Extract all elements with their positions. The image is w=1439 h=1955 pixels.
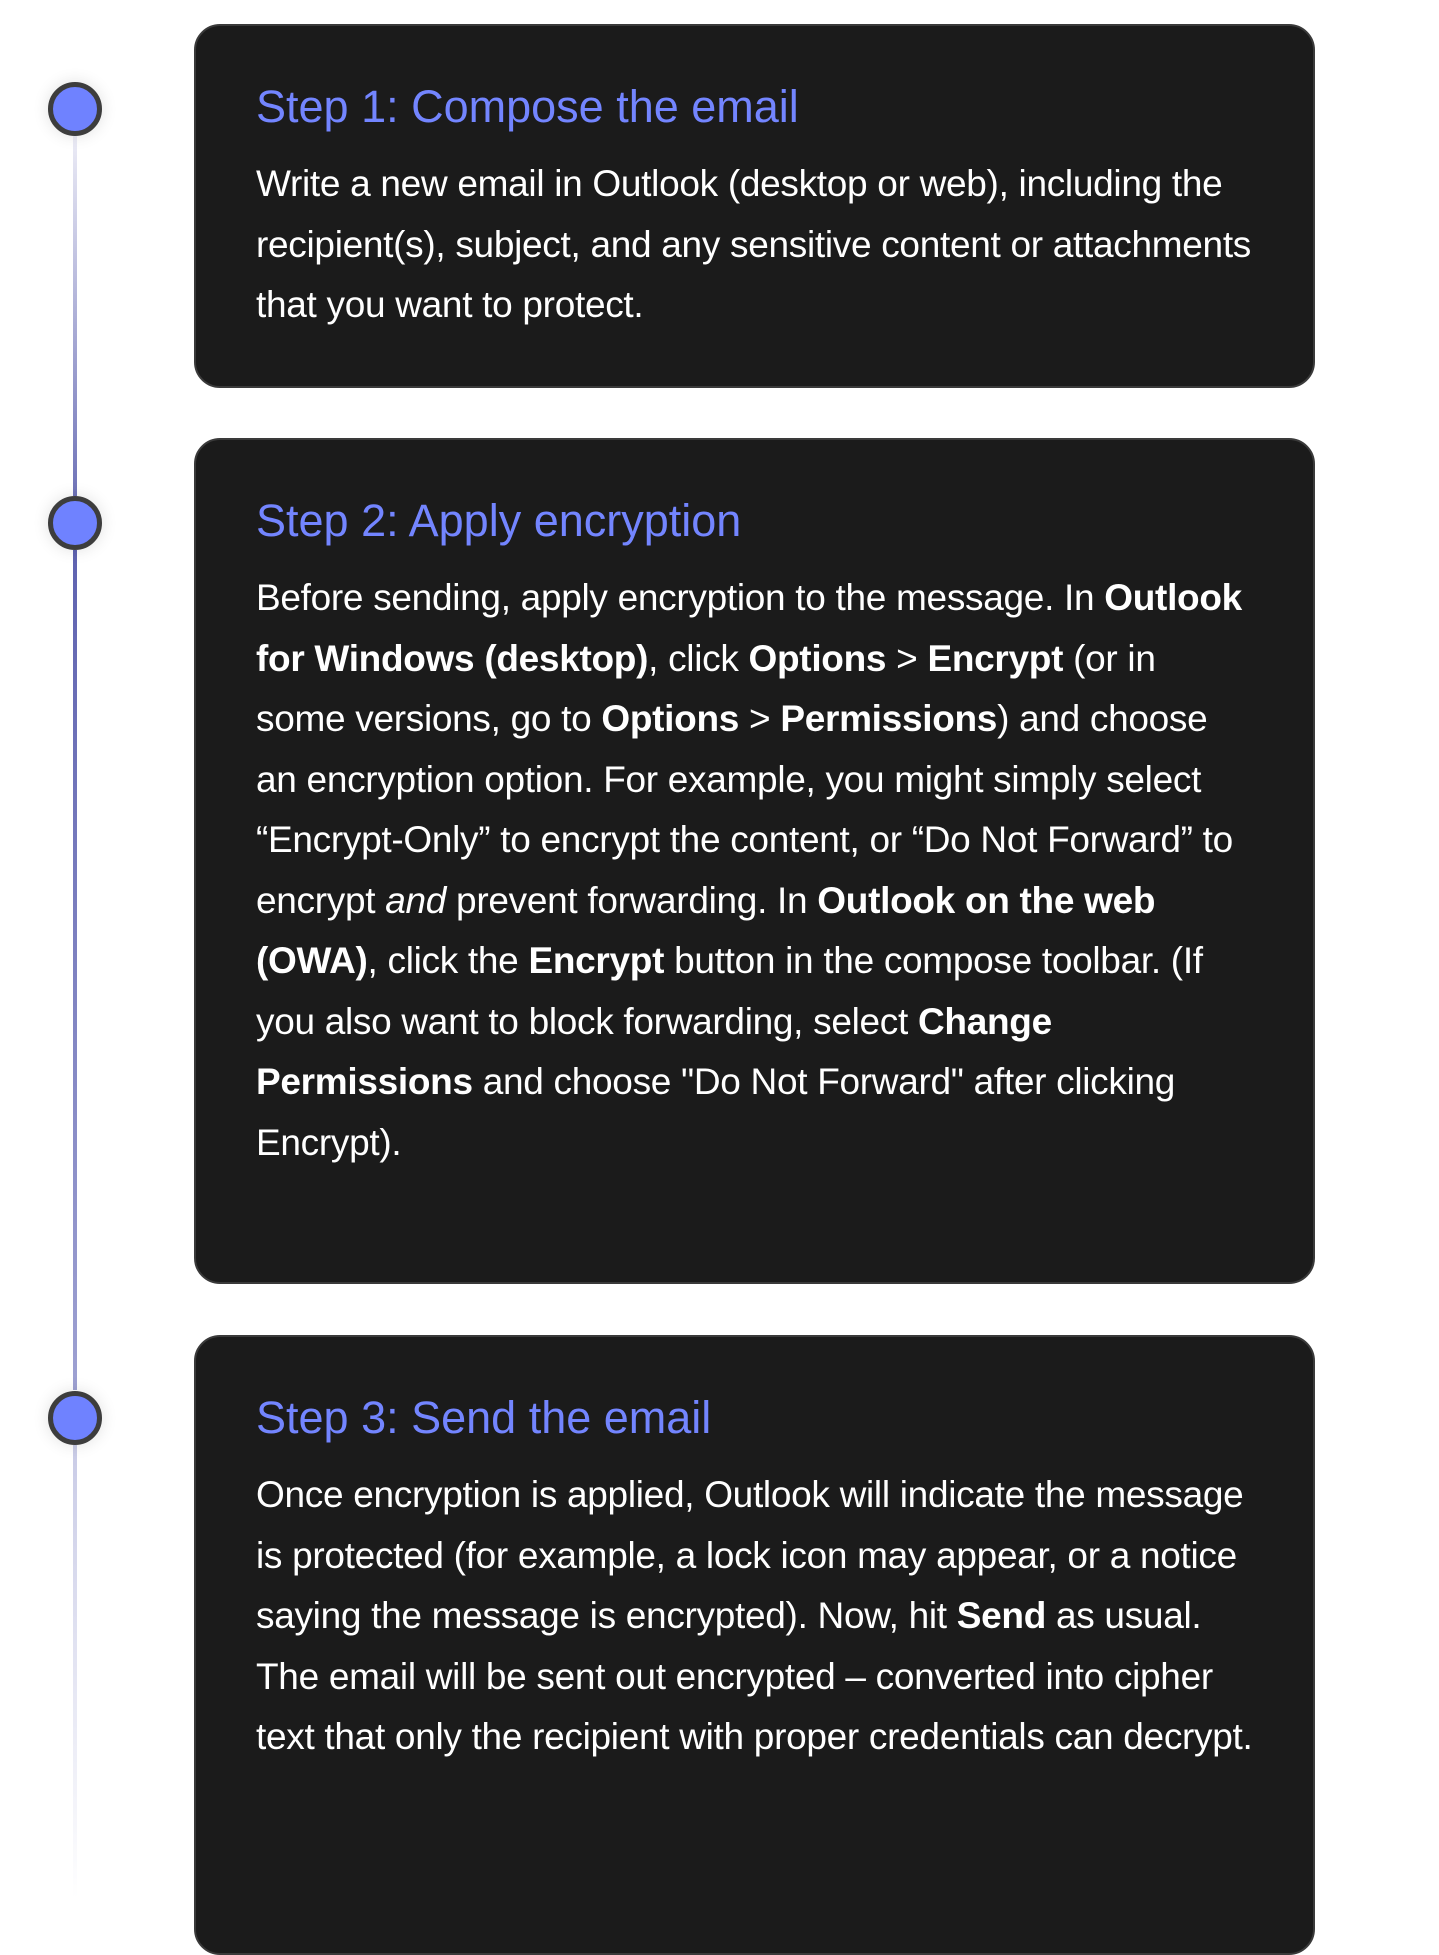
- step-card-1: [194, 24, 1315, 388]
- text-segment: button in the compose toolbar. (If you also want to block forwarding, select: [256, 940, 1203, 1042]
- step-title: Step 1: Compose the email: [256, 81, 799, 132]
- text-segment: >: [886, 637, 928, 679]
- timeline-connector: [73, 1445, 77, 1899]
- bold-text: Encrypt: [927, 637, 1064, 679]
- text-segment: Once encryption is applied, Outlook will indicate the message is protected (for example, a lock icon may appear, or a notice saying the message is encrypted). Now, hit: [256, 1474, 1244, 1636]
- text-segment: ) and choose an encryption option. For example, you might simply select “Encrypt-Only” to encrypt the content, or “Do Not Forward” to encrypt: [256, 698, 1233, 921]
- step-title: Step 3: Send the email: [256, 1392, 712, 1443]
- step-body: [256, 154, 1253, 336]
- bold-text: Outlook on the web (OWA): [256, 879, 1156, 981]
- text-segment: (or in some versions, go to: [256, 637, 1156, 739]
- text-segment: >: [739, 698, 781, 739]
- text-segment: Before sending, apply encryption to the message. In: [256, 577, 1105, 618]
- step-body: [256, 568, 1253, 1173]
- timeline-dot-step-3: [48, 1391, 102, 1445]
- bold-text: Encrypt: [528, 940, 665, 981]
- step-card-2: [194, 438, 1315, 1284]
- bold-text: Options: [601, 698, 740, 739]
- bold-text: Outlook for Windows (desktop): [256, 577, 1242, 679]
- step-title: Step 2: Apply encryption: [256, 495, 742, 546]
- step-body: [256, 1465, 1253, 1768]
- step-card-3: [194, 1335, 1315, 1955]
- text-segment: as usual. The email will be sent out encrypted – converted into cipher text that only the recipient with proper credentials can decrypt.: [256, 1595, 1253, 1757]
- text-segment: , click: [648, 637, 749, 679]
- timeline-connector: [73, 136, 77, 496]
- text-segment: and choose "Do Not Forward" after clicking Encrypt).: [256, 1061, 1176, 1163]
- timeline-connector: [73, 550, 77, 1390]
- bold-text: Options: [748, 637, 887, 679]
- bold-text: Send: [956, 1595, 1046, 1636]
- bold-text: Permissions: [780, 698, 998, 739]
- italic-text: and: [385, 879, 447, 921]
- text-segment: , click the: [367, 940, 529, 981]
- text-segment: prevent forwarding. In: [446, 879, 818, 921]
- timeline-dot-step-2: [48, 496, 102, 550]
- text-segment: Write a new email in Outlook (desktop or web), including the recipient(s), subject, and any sensitive content or attachments that you want to protect.: [256, 163, 1252, 325]
- bold-text: Change Permissions: [256, 1000, 1052, 1102]
- timeline-dot-step-1: [48, 82, 102, 136]
